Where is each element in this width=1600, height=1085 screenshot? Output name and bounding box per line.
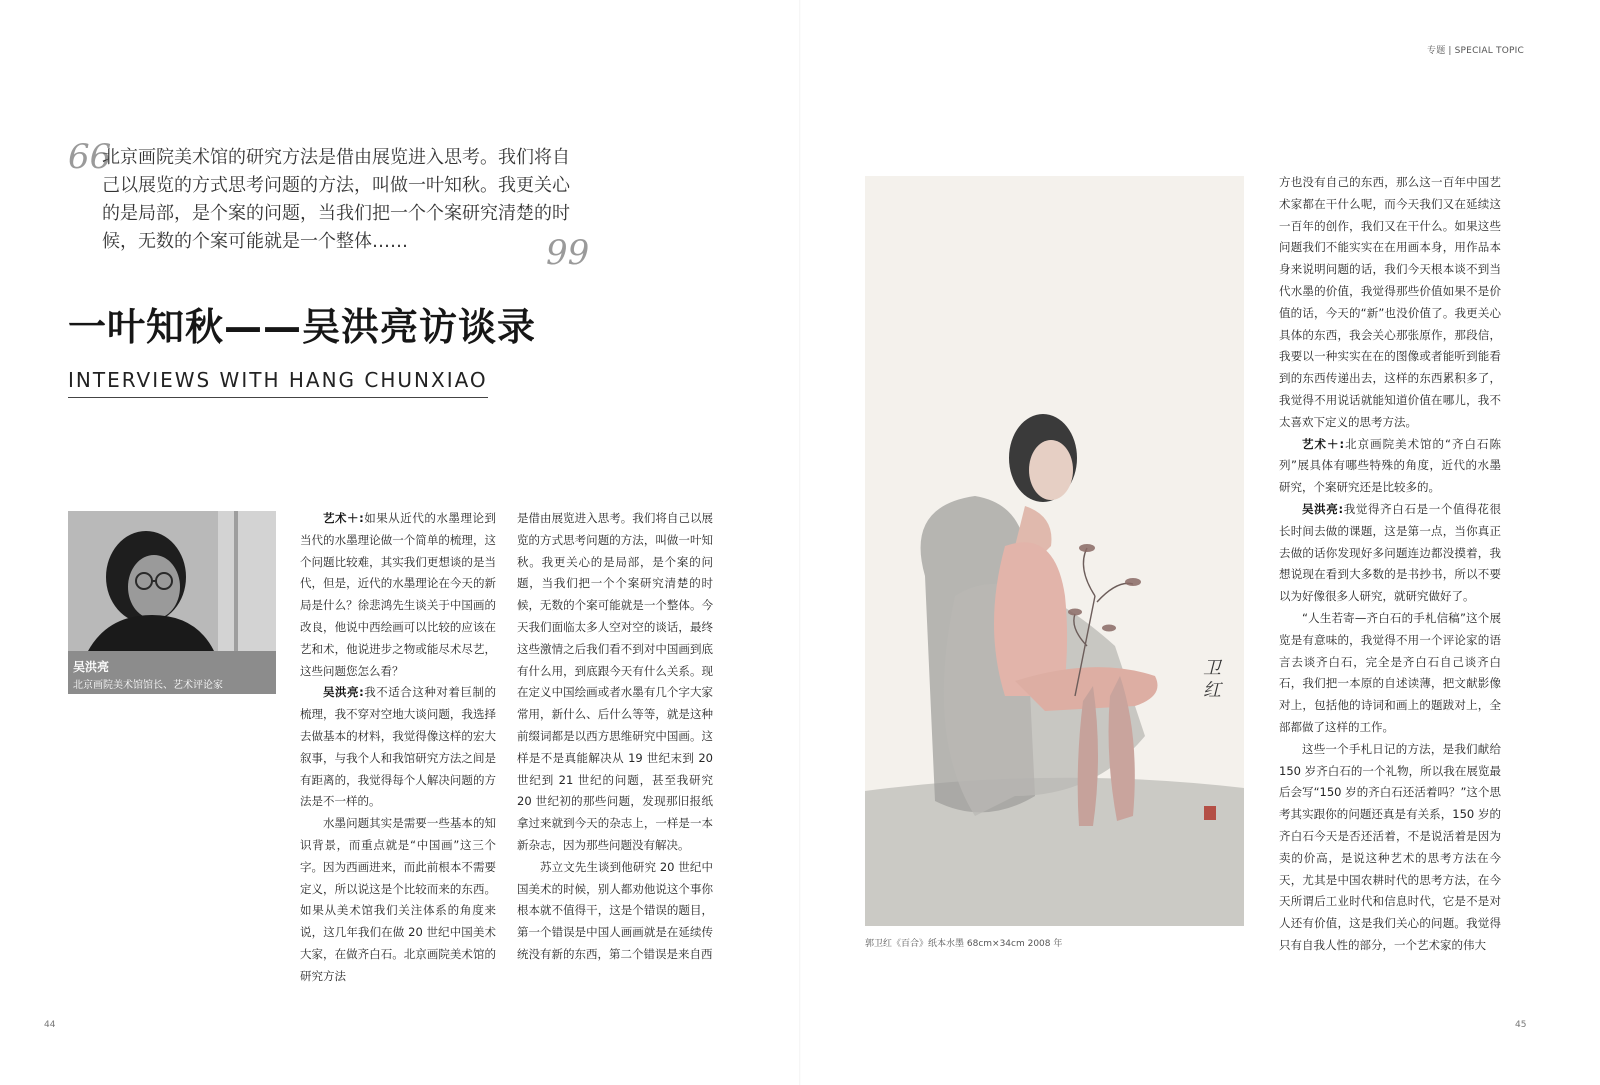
open-quote-icon: 66 xyxy=(68,137,112,177)
page-gutter xyxy=(799,0,801,1085)
body-paragraph xyxy=(300,682,496,813)
paragraph-text: 是借由展览进入思考。我们将自己以展览的方式思考问题的方法，叫做一叶知秋。我更关心的是局部，是个案的问题，当我们把一个个案研究清楚的时候，无数的个案可能就是一个整体。今天我们面临太多人空对空的谈话，最终这些激情之后我们看不到对中国画到底有什么用，到底跟今天有什么关系。现在定义中国绘画或者水墨有几个字大家常用，新什么、后什么等等，就是这种前缀词都是以西方思维研究中国画。这样是不是真能解决从 19 世纪末到 20 世纪到 21 世纪的问题，甚至我研究 20 世纪初的那些问题，发现那旧报纸拿过来就到今天的杂志上，一样是一本新杂志，因为那些问题没有解决。 xyxy=(517,511,713,852)
portrait-caption-name: 吴洪亮 xyxy=(73,660,110,674)
section-header-cn: 专题 xyxy=(1427,46,1446,56)
paragraph-text: 方也没有自己的东西，那么这一百年中国艺术家都在干什么呢，而今天我们又在延续这一百年的创作，我们又在干什么。如果这些问题我们不能实实在在用画本身，用作品本身来说明问题的话，我们今天根本谈不到当代水墨的价值，我觉得那些价值如果不是价值的话，今天的“新”也没价值了。我更关心具体的东西，我会关心那张原作，那段信，我要以一种实实在在的图像或者能听到能看到的东西传递出去，这样的东西累积多了，我觉得不用说话就能知道价值在哪儿，我不太喜欢下定义的思考方法。 xyxy=(1279,175,1501,429)
body-column-1 xyxy=(300,508,496,988)
body-paragraph xyxy=(1279,434,1501,499)
paragraph-text: 水墨问题其实是需要一些基本的知识背景，而重点就是“中国画”这三个字。因为西画进来，而此前根本不需要定义，所以说这是个比较而来的东西。如果从美术馆我们关注体系的角度来说，这几年我们在做 20 世纪中国美术大家，在做齐白石。北京画院美术馆的研究方法 xyxy=(300,816,496,983)
speaker-label: 吴洪亮: xyxy=(323,685,364,700)
body-paragraph xyxy=(300,508,496,682)
pull-quote-text: 北京画院美术馆的研究方法是借由展览进入思考。我们将自己以展览的方式思考问题的方法，叫做一叶知秋。我更关心的是局部，是个案的问题，当我们把一个个案研究清楚的时候，无数的个案可能就是一个整体…… xyxy=(102,147,570,252)
speaker-label: 艺术＋: xyxy=(323,511,364,525)
painting-signature: 卫红 xyxy=(1203,658,1221,701)
body-paragraph xyxy=(517,857,713,966)
article-subtitle: INTERVIEWS WITH HANG CHUNXIAO xyxy=(68,368,488,398)
painting-caption: 郭卫红《百合》纸本水墨 68cm×34cm 2008 年 xyxy=(865,939,1063,949)
section-header-en: SPECIAL TOPIC xyxy=(1454,46,1524,56)
paragraph-text: 北京画院美术馆的“齐白石陈列”展具体有哪些特殊的角度，近代的水墨研究，个案研究还是比较多的。 xyxy=(1279,436,1501,495)
body-paragraph xyxy=(1279,608,1501,739)
paragraph-text: 我觉得齐白石是一个值得花很长时间去做的课题，这是第一点，当你真正去做的话你发现好多问题连边都没摸着，我想说现在看到大多数的是书抄书，所以不要以为好像很多人研究，就研究做好了。 xyxy=(1279,501,1501,604)
section-header-separator: | xyxy=(1448,46,1452,56)
body-paragraph xyxy=(1279,739,1501,957)
paragraph-text: “人生若寄—齐白石的手札信稿”这个展览是有意味的，我觉得不用一个评论家的语言去谈齐白石，完全是齐白石自己谈齐白石，我们把一本原的自述读薄，把文献影像对上，包括他的诗词和画上的题跋对上，全部都做了这样的工作。 xyxy=(1279,610,1501,734)
paragraph-text: 如果从近代的水墨理论到当代的水墨理论做一个简单的梳理，这个问题比较难，其实我们更想谈的是当代，但是，近代的水墨理论在今天的新局是什么？徐悲鸿先生谈关于中国画的改良，他说中西绘画可以比较的应该在艺和术，他说进步之物或能尽术尽艺，这些问题您怎么看？ xyxy=(300,511,496,678)
speaker-label: 艺术＋: xyxy=(1302,436,1345,451)
portrait-caption-role: 北京画院美术馆馆长、艺术评论家 xyxy=(73,680,223,691)
body-column-3 xyxy=(1279,172,1501,957)
paragraph-text: 苏立文先生谈到他研究 20 世纪中国美术的时候，别人都劝他说这个事你根本就不值得干，这是个错误的题目，第一个错误是中国人画画就是在延续传统没有新的东西，第二个错误是来自西 xyxy=(517,859,713,961)
body-paragraph xyxy=(1279,499,1501,608)
close-quote-icon: 99 xyxy=(546,233,590,273)
paragraph-text: 这些一个手札日记的方法，是我们献给 150 岁齐白石的一个礼物，所以我在展览最后会写“150 岁的齐白石还活着吗？”这个思考其实跟你的问题还真是有关系，150 岁的齐白石今天是否还活着，不是说活着是因为卖的价高，是说这种艺术的思考方法在今天，尤其是中国农耕时代的思考方法，在今天所谓后工业时代和信息时代，它是不是对人还有价值，这是我们关心的问题。我觉得只有自我人性的部分，一个艺术家的伟大 xyxy=(1279,741,1501,952)
body-paragraph xyxy=(300,813,496,987)
paragraph-text: 我不适合这种对着巨制的梳理，我不穿对空地大谈问题，我选择去做基本的材料，我觉得像这样的宏大叙事，与我个人和我馆研究方法之间是有距离的，我觉得每个人解决问题的方法是不一样的。 xyxy=(300,685,496,809)
speaker-label: 吴洪亮: xyxy=(1302,501,1344,516)
page-number-left: 44 xyxy=(44,1020,56,1030)
painting-illustration xyxy=(865,176,1244,926)
body-column-2 xyxy=(517,508,713,966)
body-paragraph xyxy=(1279,172,1501,434)
page-number-right: 45 xyxy=(1515,1020,1527,1030)
article-title: 一叶知秋——吴洪亮访谈录 xyxy=(68,305,537,349)
body-paragraph xyxy=(517,508,713,857)
painting-image xyxy=(865,176,1244,926)
section-header xyxy=(1427,43,1524,56)
